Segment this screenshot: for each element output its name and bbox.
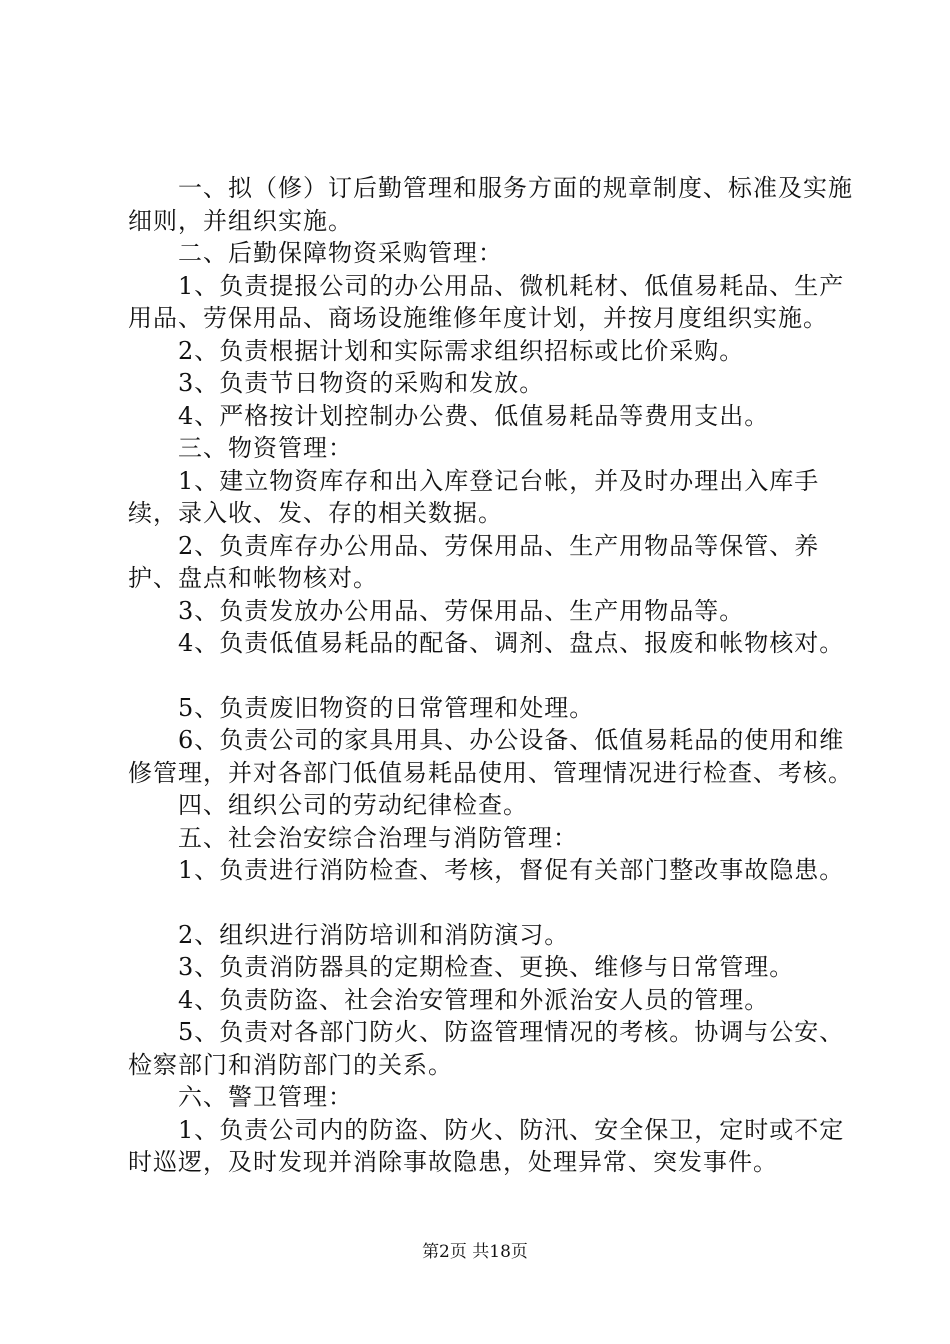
paragraph-item: 1、负责提报公司的办公用品、微机耗材、低值易耗品、生产用品、劳保用品、商场设施维修年度计划，并按月度组织实施。 [128,271,845,332]
paragraph-section-3-heading: 三、物资管理： [178,434,353,462]
paragraph-section-4: 四、组织公司的劳动纪律检查。 [178,791,528,819]
paragraph-item: 1、建立物资库存和出入库登记台帐，并及时办理出入库手续，录入收、发、存的相关数据。 [128,466,820,527]
paragraph-item: 6、负责公司的家具用具、办公设备、低值易耗品的使用和维修管理，并对各部门低值易耗品使用、管理情况进行检查、考核。 [128,726,853,787]
paragraph-item: 4、负责防盗、社会治安管理和外派治安人员的管理。 [178,985,770,1014]
paragraph-item: 1、负责公司内的防盗、防火、防汛、安全保卫，定时或不定时巡逻，及时发现并消除事故隐患，处理异常、突发事件。 [128,1115,845,1176]
paragraph-item: 3、负责节日物资的采购和发放。 [178,369,545,397]
paragraph-spacer [128,887,858,919]
paragraph-item: 1、负责进行消防检查、考核，督促有关部门整改事故隐患。 [178,856,845,884]
paragraph-item: 4、负责低值易耗品的配备、调剂、盘点、报废和帐物核对。 [178,629,845,657]
paragraph-item: 3、负责发放办公用品、劳保用品、生产用物品等。 [178,596,745,625]
paragraph-item: 2、负责根据计划和实际需求组织招标或比价采购。 [178,336,745,365]
paragraph-item: 2、组织进行消防培训和消防演习。 [178,920,570,949]
paragraph-item: 5、负责对各部门防火、防盗管理情况的考核。协调与公安、检察部门和消防部门的关系。 [128,1018,845,1079]
paragraph-item: 4、严格按计划控制办公费、低值易耗品等费用支出。 [178,401,770,430]
paragraph-section-5-heading: 五、社会治安综合治理与消防管理： [178,823,578,852]
paragraph-item: 2、负责库存办公用品、劳保用品、生产用物品等保管、养护、盘点和帐物核对。 [128,531,820,592]
page-number-footer: 第2页 共18页 [422,1242,528,1262]
paragraph-section-2-heading: 二、后勤保障物资采购管理： [178,239,503,267]
paragraph-item: 5、负责废旧物资的日常管理和处理。 [178,693,595,722]
document-body [128,172,858,1179]
paragraph-section-6-heading: 六、警卫管理： [178,1083,353,1111]
paragraph-section-1: 一、拟（修）订后勤管理和服务方面的规章制度、标准及实施细则，并组织实施。 [128,174,853,235]
paragraph-item: 3、负责消防器具的定期检查、更换、维修与日常管理。 [178,953,795,981]
paragraph-spacer [128,660,858,692]
